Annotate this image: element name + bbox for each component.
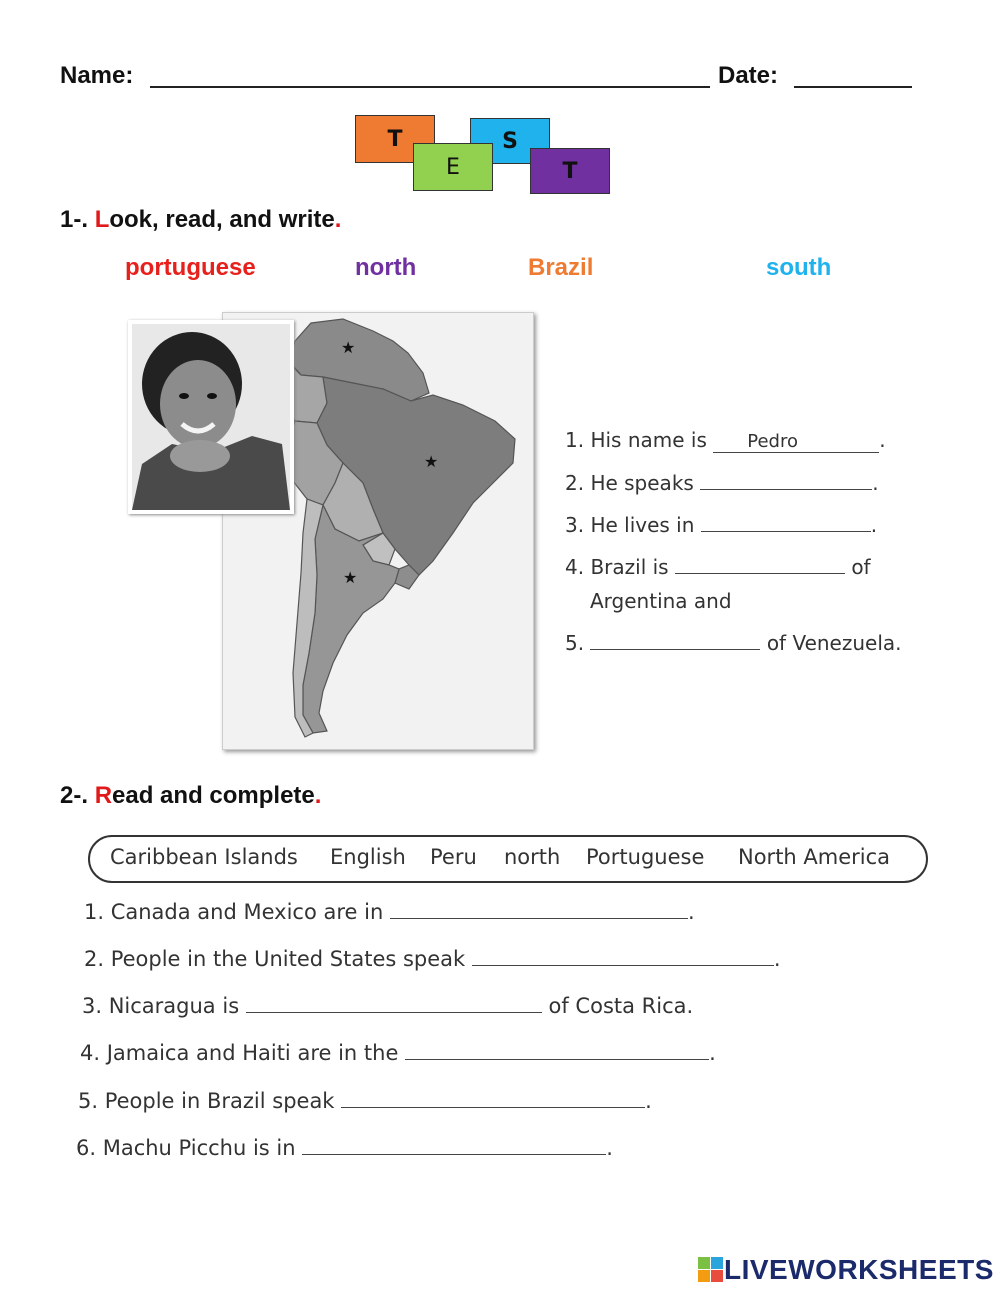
s2-q4-text: 4. Jamaica and Haiti are in the [80,1041,399,1065]
title-letter: T [387,126,403,152]
section2-title [60,782,321,810]
date-field[interactable] [794,86,912,88]
s1-q2-blank[interactable] [700,471,872,490]
s1-question-2 [565,471,879,495]
s2-q2-dot: . [773,947,781,971]
s1-q2-suffix: . [872,471,879,495]
s1-question-1 [565,428,886,453]
s2-q6-dot: . [606,1136,613,1160]
title-letter: E [446,154,460,180]
s2-q5-dot: . [645,1089,652,1113]
s1-q4-prefix: 4. Brazil is [565,555,669,579]
s2-q4-dot: . [709,1041,716,1065]
section1-initial: L [94,206,110,233]
s1-question-5 [565,631,902,655]
section1-number: 1-. [60,206,95,233]
title-letter: S [502,128,518,154]
liveworksheets-logo-icon [698,1257,724,1283]
word-bank-item: Caribbean Islands [110,845,298,869]
logo-text: LIVEWORKSHEETS [724,1254,994,1285]
s2-q2-text: 2. People in the United States speak [84,947,466,971]
s2-question-2 [84,947,781,971]
word-bank-item: Peru [430,845,477,869]
word-option-portuguese[interactable]: portuguese [125,254,256,281]
s2-question-3 [82,994,693,1018]
s2-q3-blank[interactable] [246,994,542,1013]
s2-question-1 [84,900,695,924]
s2-q1-dot: . [687,900,695,924]
word-bank-item: north [504,845,561,869]
word-bank [88,835,928,883]
title-block-t2 [530,148,610,194]
word-option-south[interactable]: south [766,254,832,281]
title-block-e [413,143,493,191]
s1-q3-suffix: . [870,513,878,537]
section2-rest: ead and complete [112,782,315,809]
name-label: Name: [60,62,134,89]
liveworksheets-logo [698,1254,994,1286]
s2-q1-blank[interactable] [390,900,688,919]
word-option-brazil[interactable]: Brazil [528,254,594,281]
s1-q5-prefix: 5. [565,631,585,655]
word-bank-item: English [330,845,406,869]
s2-q1-text: 1. Canada and Mexico are in [84,900,384,924]
s1-q1-answer[interactable]: Pedro [713,431,879,453]
boy-photo [128,320,294,514]
s1-q4-blank[interactable] [675,555,845,574]
word-bank-item: North America [738,845,891,869]
s1-q5-suffix: of Venezuela. [766,631,902,655]
capital-star-icon: ★ [424,454,439,471]
word-option-north[interactable]: north [355,254,417,281]
section1-title [60,206,341,234]
s1-q3-prefix: 3. He lives in [565,513,695,537]
s2-question-4 [80,1041,716,1065]
s1-q1-prefix: 1. His name is [565,428,707,452]
s1-q1-suffix: . [879,428,886,452]
s2-q6-blank[interactable] [302,1136,606,1155]
s2-q6-text: 6. Machu Picchu is in [76,1136,296,1160]
section1-rest: ook, read, and write [109,206,335,233]
word-bank-item: Portuguese [586,845,705,869]
capital-star-icon: ★ [341,340,356,357]
s2-q3-prefix: 3. Nicaragua is [82,994,240,1018]
section2-number: 2-. [60,782,95,809]
section1-period: . [334,206,342,233]
s1-q2-prefix: 2. He speaks [565,471,694,495]
s1-question-3 [565,513,877,537]
s1-question-4 [565,555,871,579]
s2-q5-text: 5. People in Brazil speak [78,1089,335,1113]
title-letter: T [562,158,578,184]
s2-q4-blank[interactable] [405,1041,709,1060]
s1-q5-blank[interactable] [590,631,760,650]
name-field[interactable] [150,86,710,88]
date-label: Date: [718,62,779,89]
boy-photo-image [132,324,290,510]
s1-q4-suffix: of [851,555,871,579]
s2-q5-blank[interactable] [341,1089,645,1108]
s2-q3-suffix: of Costa Rica. [548,994,694,1018]
capital-star-icon: ★ [343,570,358,587]
s2-q2-blank[interactable] [472,947,774,966]
s2-question-5 [78,1089,652,1113]
section2-period: . [314,782,322,809]
s1-q4-line2: Argentina and [590,589,732,613]
s1-q3-blank[interactable] [701,513,871,532]
section2-initial: R [94,782,113,809]
s2-question-6 [76,1136,613,1160]
